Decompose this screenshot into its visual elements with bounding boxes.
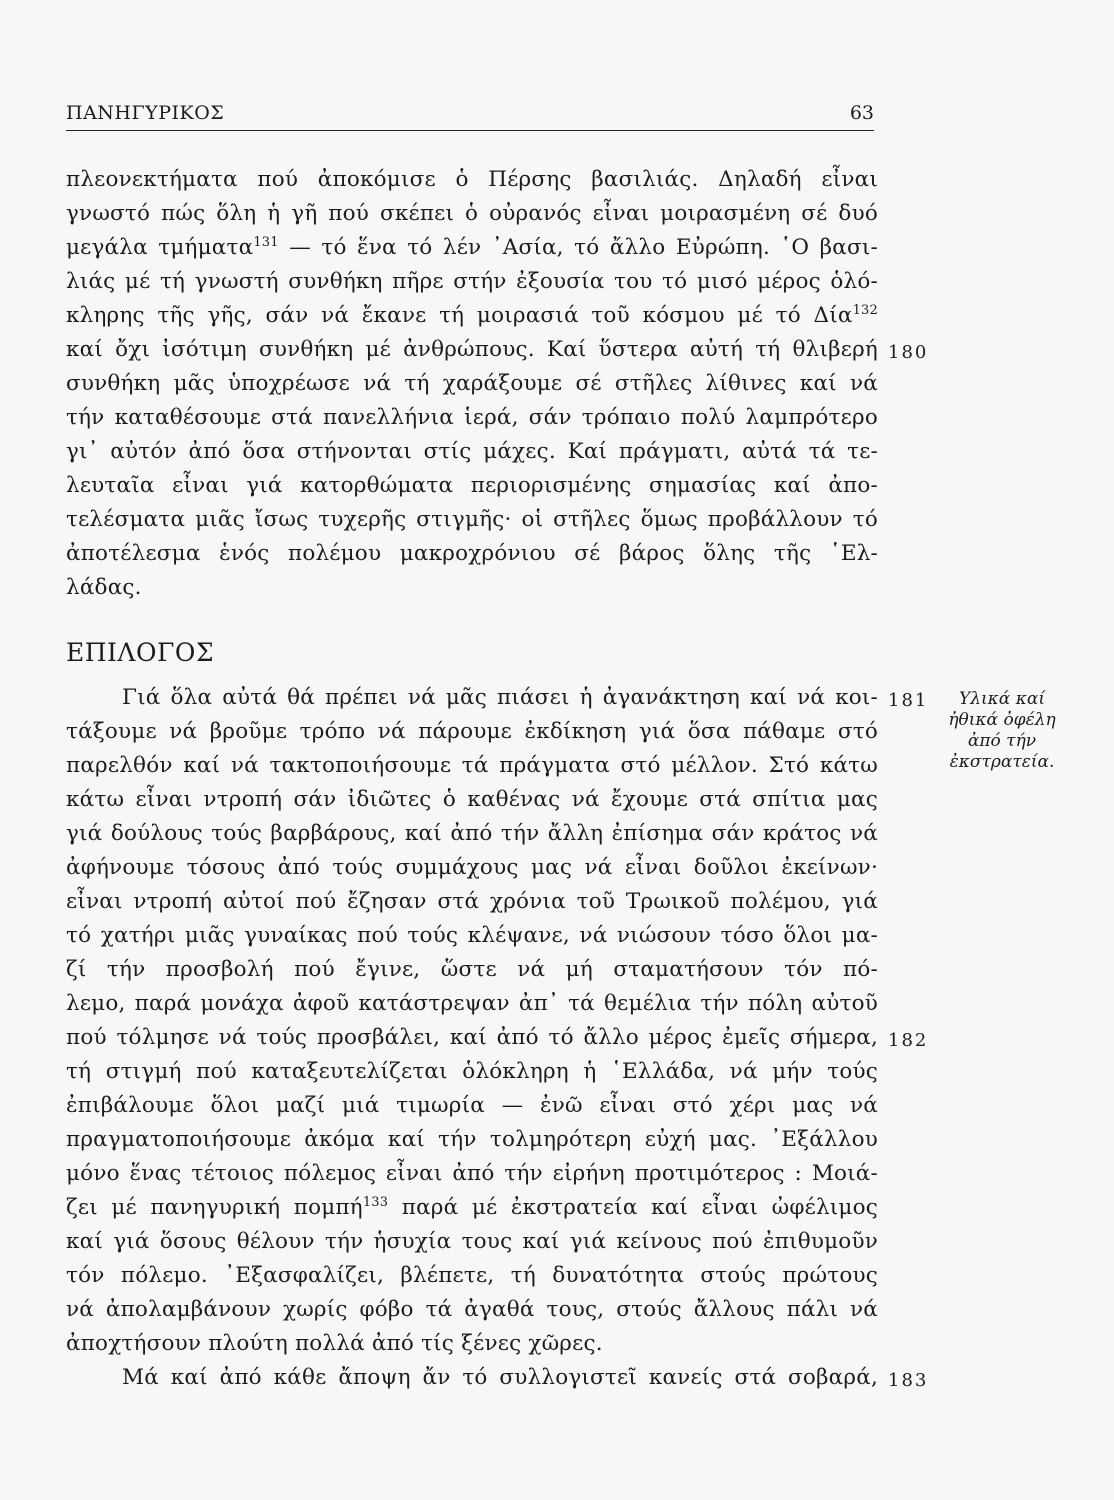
text-line: παρελθόν καί νά τακτοποιήσουμε τά πράγματα στό μέλλον. Στό κάτω: [66, 753, 878, 778]
text-line: πραγματοποιήσουμε ἀκόμα καί τήν τολμηρότερη εὐχή μας. ᾿Εξάλλου: [66, 1127, 878, 1152]
page-number: 63: [849, 102, 874, 124]
text-line: νά ἀπολαμβάνουν χωρίς φόβο τά ἀγαθά τους, στούς ἄλλους πάλι νά: [66, 1297, 878, 1322]
text-segment: μεγάλα τμήματα: [66, 235, 254, 260]
footnote-ref[interactable]: 131: [253, 235, 279, 250]
text-line: συνθήκη μᾶς ὑποχρέωσε νά τή χαράξουμε σέ στῆλες λίθινες καί νά: [66, 371, 878, 396]
section-heading: ΕΠΙΛΟΓΟΣ: [66, 638, 214, 667]
text-line: [66, 234, 878, 262]
text-line: λεμο, παρά μονάχα ἀφοῦ κατάστρεψαν ἀπ᾿ τά θεμέλια τήν πόλη αὐτοῦ: [66, 991, 878, 1016]
margin-number: 182: [888, 1030, 929, 1051]
footnote-ref[interactable]: 133: [362, 1195, 389, 1210]
text-line: Γιά ὅλα αὐτά θά πρέπει νά μᾶς πιάσει ἡ ἀγανάκτηση καί νά κοι-: [122, 685, 878, 710]
text-line: καί ὄχι ἰσότιμη συνθήκη μέ ἀνθρώπους. Καί ὕστερα αὐτή τή θλιβερή: [66, 337, 878, 362]
text-line: Μά καί ἀπό κάθε ἄποψη ἄν τό συλλογιστεῖ κανείς στά σοβαρά,: [122, 1365, 878, 1390]
text-line: κάτω εἶναι ντροπή σάν ἰδιῶτες ὁ καθένας νά ἔχουμε στά σπίτια μας: [66, 787, 878, 812]
margin-note: Υλικά καί ἠθικά ὀφέλη ἀπό τήν ἐκστρατεία.: [948, 689, 1056, 772]
margin-number: 181: [888, 690, 929, 711]
text-line: εἶναι ντροπή αὐτοί πού ἔζησαν στά χρόνια τοῦ Τρωικοῦ πολέμου, γιά: [66, 889, 878, 914]
text-segment: κληρης τῆς γῆς, σάν νά ἔκανε τή μοιρασιά τοῦ κόσμου μέ τό Δία: [66, 303, 853, 328]
text-line: λευταῖα εἶναι γιά κατορθώματα περιορισμένης σημασίας καί ἀπο-: [66, 473, 878, 498]
text-line: ἐπιβάλουμε ὅλοι μαζί μιά τιμωρία — ἐνῶ εἶναι στό χέρι μας νά: [66, 1093, 878, 1118]
text-line: τή στιγμή πού καταξευτελίζεται ὁλόκληρη ἡ ῾Ελλάδα, νά μήν τούς: [66, 1059, 878, 1084]
text-line: τόν πόλεμο. ᾿Εξασφαλίζει, βλέπετε, τή δυνατότητα στούς πρώτους: [66, 1263, 878, 1288]
text-line: λιάς μέ τή γνωστή συνθήκη πῆρε στήν ἐξουσία του τό μισό μέρος ὁλό-: [66, 269, 878, 294]
margin-number: 183: [888, 1370, 929, 1391]
text-line: γνωστό πώς ὅλη ἡ γῆ πού σκέπει ὁ οὐρανός εἶναι μοιρασμένη σέ δυό: [66, 201, 878, 226]
text-line: ζί τήν προσβολή πού ἔγινε, ὥστε νά μή σταματήσουν τόν πό-: [66, 957, 878, 982]
text-segment: παρά μέ ἐκστρατεία καί εἶναι ὠφέλιμος: [388, 1195, 878, 1220]
text-line: μόνο ἕνας τέτοιος πόλεμος εἶναι ἀπό τήν εἰρήνη προτιμότερος : Μοιά-: [66, 1161, 878, 1186]
footnote-ref[interactable]: 132: [852, 303, 878, 318]
margin-number: 180: [888, 342, 929, 363]
text-line: καί γιά ὅσους θέλουν τήν ἡσυχία τους καί γιά κείνους πού ἐπιθυμοῦν: [66, 1229, 878, 1254]
text-segment: — τό ἕνα τό λέν ᾿Ασία, τό ἄλλο Εὐρώπη. ῾Ο βασι-: [278, 235, 878, 260]
text-line: πού τόλμησε νά τούς προσβάλει, καί ἀπό τό ἄλλο μέρος ἐμεῖς σήμερα,: [66, 1025, 878, 1050]
text-line: ἀποχτήσουν πλούτη πολλά ἀπό τίς ξένες χῶρες.: [66, 1331, 603, 1356]
text-line: γι᾿ αὐτόν ἀπό ὅσα στήνονται στίς μάχες. Καί πράγματι, αὐτά τά τε-: [66, 439, 878, 464]
text-line: τάξουμε νά βροῦμε τρόπο νά πάρουμε ἐκδίκηση γιά ὅσα πάθαμε στό: [66, 719, 878, 744]
text-line: ἀποτέλεσμα ἑνός πολέμου μακροχρόνιου σέ βάρος ὅλης τῆς ῾Ελ-: [66, 541, 878, 566]
text-line: [66, 302, 878, 330]
text-line: τήν καταθέσουμε στά πανελλήνια ἱερά, σάν τρόπαιο πολύ λαμπρότερο: [66, 405, 878, 430]
text-line: γιά δούλους τούς βαρβάρους, καί ἀπό τήν ἄλλη ἐπίσημα σάν κράτος νά: [66, 821, 878, 846]
text-line: τελέσματα μιᾶς ἴσως τυχερῆς στιγμῆς· οἱ στῆλες ὅμως προβάλλουν τό: [66, 507, 878, 532]
text-segment: ζει μέ πανηγυρική πομπή: [66, 1195, 363, 1220]
text-line: ἀφήνουμε τόσους ἀπό τούς συμμάχους μας νά εἶναι δοῦλοι ἐκείνων·: [66, 855, 878, 880]
text-line: [66, 1194, 878, 1222]
running-header: [66, 100, 874, 131]
text-line: λάδας.: [66, 575, 142, 600]
text-line: πλεονεκτήματα πού ἀποκόμισε ὁ Πέρσης βασιλιάς. Δηλαδή εἶναι: [66, 167, 878, 192]
running-title: ΠΑΝΗΓΥΡΙΚΟΣ: [66, 102, 225, 124]
text-line: τό χατήρι μιᾶς γυναίκας πού τούς κλέψανε, νά νιώσουν τόσο ὅλοι μα-: [66, 923, 878, 948]
